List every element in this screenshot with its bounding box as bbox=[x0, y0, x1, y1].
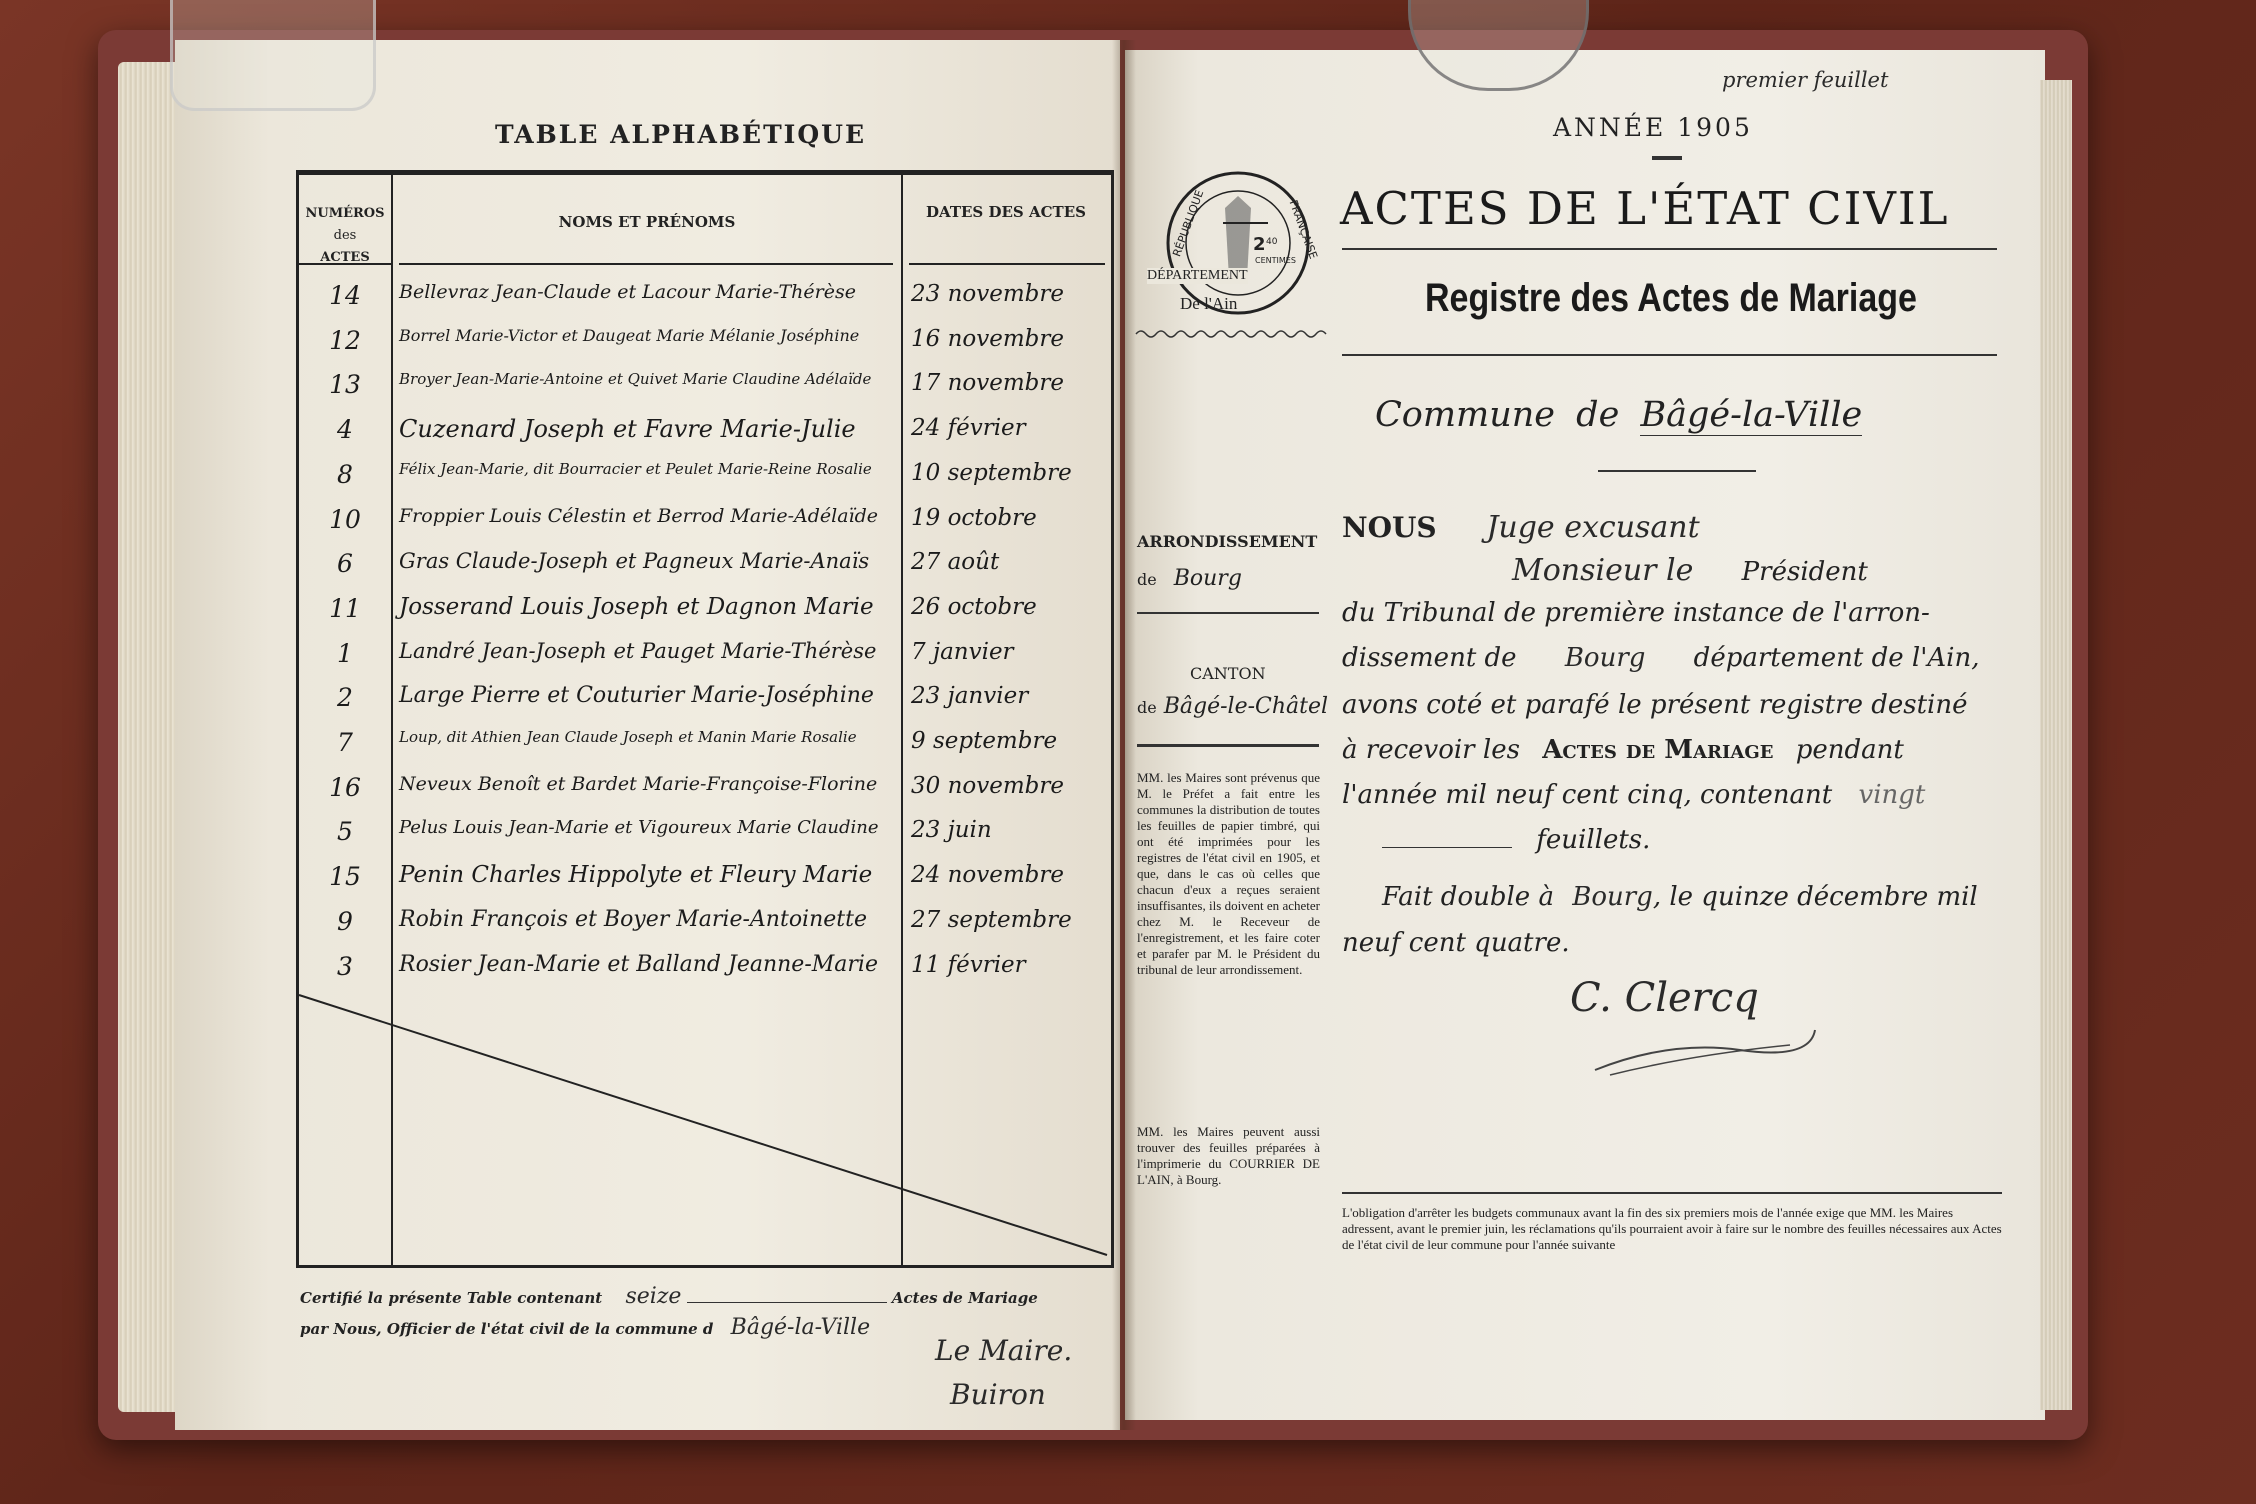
canton-prefix: de bbox=[1137, 698, 1157, 717]
top-note-handwritten: premier feuillet bbox=[1722, 68, 1889, 92]
act-date: 24 novembre bbox=[911, 862, 1064, 889]
act-date: 23 novembre bbox=[911, 281, 1064, 307]
body-text: feuillets. bbox=[1536, 825, 1651, 855]
cert-text: Certifié la présente Table contenant bbox=[300, 1289, 603, 1307]
header-dates: DATES DES ACTES bbox=[926, 203, 1086, 221]
commune-line bbox=[1375, 395, 1862, 435]
canton-line bbox=[1137, 694, 1328, 719]
header-numbers-line: NUMÉROS bbox=[305, 206, 385, 221]
cert-commune-handwritten: Bâgé-la-Ville bbox=[730, 1315, 871, 1340]
act-number: 7 bbox=[337, 728, 353, 757]
act-number: 6 bbox=[337, 549, 353, 579]
spouse-names: Cuzenard Joseph et Favre Marie-Julie bbox=[399, 415, 856, 444]
header-numbers-line: ACTES bbox=[320, 250, 370, 265]
side-rule bbox=[1137, 744, 1319, 747]
body-text: dissement de bbox=[1342, 643, 1517, 673]
subtitle-rule bbox=[1342, 354, 1997, 356]
body-text: pendant bbox=[1795, 735, 1904, 765]
body-line-2: du Tribunal de première instance de l'arron- bbox=[1342, 598, 1930, 628]
ornament-rule bbox=[1598, 470, 1756, 472]
spouse-names: Pelus Louis Jean-Marie et Vigoureux Marie Claudine bbox=[399, 817, 879, 839]
spouse-names: Large Pierre et Couturier Marie-Joséphine bbox=[399, 683, 874, 709]
act-date: 23 janvier bbox=[911, 683, 1029, 710]
body-text: Fait double à bbox=[1382, 882, 1554, 912]
act-number: 15 bbox=[329, 862, 361, 892]
act-date: 27 septembre bbox=[911, 906, 1072, 933]
stamp-department-label: DÉPARTEMENT bbox=[1147, 268, 1248, 283]
closing-diagonal bbox=[299, 175, 1107, 1260]
act-number: 13 bbox=[329, 370, 361, 400]
cert-count-handwritten: seize bbox=[625, 1284, 682, 1309]
magnifier-clip-left bbox=[170, 0, 376, 111]
spouse-names: Borrel Marie-Victor et Daugeat Marie Mélanie Joséphine bbox=[399, 325, 860, 345]
spouse-names: Bellevraz Jean-Claude et Lacour Marie-Thérèse bbox=[399, 281, 856, 303]
side-note-paper: MM. les Maires sont prévenus que M. le Préfet a fait entre les communes la distribution de toutes les feuilles de papier timbré, qui ont été imprimées pour les registres de l'état civil en 1905, et que, dans le cas où celles que chacun d'eux a reçues seraient insuffisantes, ils doivent en acheter chez M. le Receveur de l'enregistrement, et les faire coter et parafer par M. le Président du tribunal de leur arrondissement. bbox=[1137, 770, 1320, 977]
body-line-3 bbox=[1342, 643, 1979, 673]
spouse-names: Loup, dit Athien Jean Claude Joseph et Manin Marie Rosalie bbox=[399, 728, 857, 746]
side-rule bbox=[1137, 612, 1319, 614]
body-line-6 bbox=[1342, 780, 1925, 810]
spouse-names: Penin Charles Hippolyte et Fleury Marie bbox=[399, 862, 873, 889]
act-number: 10 bbox=[329, 504, 361, 534]
act-date: 10 septembre bbox=[911, 459, 1072, 486]
register-subtitle: Registre des Actes de Mariage bbox=[1425, 276, 1917, 320]
stamp-department: De l'Ain bbox=[1180, 294, 1238, 313]
nous-label bbox=[1342, 510, 1700, 545]
body-line-5 bbox=[1342, 735, 1904, 765]
body-caps: Actes de Mariage bbox=[1542, 735, 1774, 765]
arrondissement-prefix: de bbox=[1137, 570, 1157, 589]
spouse-names: Robin François et Boyer Marie-Antoinette bbox=[399, 906, 867, 932]
act-date: 11 février bbox=[911, 951, 1026, 978]
arrondissement-label: ARRONDISSEMENT bbox=[1137, 532, 1318, 551]
body-line-7 bbox=[1342, 825, 1650, 855]
register-year: ANNÉE 1905 bbox=[1553, 113, 1753, 142]
body-text: à recevoir les bbox=[1342, 735, 1520, 765]
spouse-names: Félix Jean-Marie, dit Bourracier et Peulet Marie-Reine Rosalie bbox=[399, 459, 872, 478]
act-date: 7 janvier bbox=[911, 638, 1014, 665]
act-number: 3 bbox=[337, 951, 353, 981]
double-city-handwritten: Bourg bbox=[1572, 882, 1653, 912]
index-table bbox=[296, 170, 1114, 1268]
president-signature: C. Clercq bbox=[1570, 975, 1759, 1021]
spouse-names: Rosier Jean-Marie et Balland Jeanne-Marie bbox=[399, 951, 878, 977]
header-names: NOMS ET PRÉNOMS bbox=[558, 213, 736, 231]
body-line-8 bbox=[1382, 882, 1978, 912]
act-date: 23 juin bbox=[911, 817, 992, 844]
ornament-wave bbox=[1136, 328, 1326, 340]
register-title: ACTES DE L'ÉTAT CIVIL bbox=[1340, 182, 1950, 235]
body-line-4: avons coté et parafé le présent registre destiné bbox=[1342, 690, 1968, 720]
stamp-value: 2 bbox=[1253, 234, 1266, 255]
arrondissement-handwritten: Bourg bbox=[1173, 566, 1242, 591]
body-text: , le quinze décembre mil bbox=[1652, 882, 1978, 912]
certification-line-1 bbox=[300, 1284, 1038, 1309]
commune-prefix: de bbox=[1576, 395, 1620, 435]
act-number: 12 bbox=[329, 325, 361, 355]
body-line-9: neuf cent quatre. bbox=[1342, 928, 1570, 958]
signature-flourish bbox=[1590, 1020, 1820, 1080]
act-number: 11 bbox=[329, 593, 361, 623]
canton-handwritten: Bâgé-le-Châtel bbox=[1163, 694, 1329, 719]
side-note-printer: MM. les Maires peuvent aussi trouver des feuilles préparées à l'imprimerie du COURRIER DE L'AIN, à Bourg. bbox=[1137, 1124, 1320, 1187]
act-number: 8 bbox=[337, 459, 353, 489]
cert-text: Actes de Mariage bbox=[891, 1289, 1038, 1307]
stamp-unit: CENTIMES bbox=[1255, 256, 1296, 265]
footnote-rule bbox=[1342, 1192, 2002, 1194]
act-date: 9 septembre bbox=[911, 728, 1058, 754]
body-text: l'année mil neuf cent cinq, contenant bbox=[1342, 780, 1833, 810]
header-numbers-line: des bbox=[333, 228, 357, 243]
nous-text: NOUS bbox=[1342, 511, 1437, 544]
monsieur-handwritten: Monsieur le bbox=[1512, 553, 1694, 588]
cert-text: par Nous, Officier de l'état civil de la commune d bbox=[300, 1320, 714, 1338]
act-date: 26 octobre bbox=[911, 593, 1037, 620]
spouse-names: Gras Claude-Joseph et Pagneux Marie-Anaïs bbox=[399, 549, 870, 574]
page-stack-right bbox=[2040, 80, 2072, 1410]
mayor-title-handwritten: Le Maire. bbox=[935, 1334, 1073, 1367]
act-number: 9 bbox=[337, 906, 353, 936]
act-date: 24 février bbox=[911, 415, 1026, 442]
act-date: 17 novembre bbox=[911, 370, 1064, 397]
tribunal-city-handwritten: Bourg bbox=[1564, 643, 1646, 673]
act-number: 14 bbox=[329, 281, 361, 310]
body-line-1 bbox=[1342, 553, 1868, 588]
act-date: 30 novembre bbox=[911, 772, 1064, 799]
spouse-names: Froppier Louis Célestin et Berrod Marie-Adélaïde bbox=[399, 504, 879, 527]
spouse-names: Neveux Benoît et Bardet Marie-Françoise-Florine bbox=[399, 772, 878, 795]
commune-handwritten: Bâgé-la-Ville bbox=[1640, 395, 1863, 435]
ornament-dash bbox=[1652, 156, 1682, 160]
act-number: 4 bbox=[337, 415, 353, 445]
spouse-names: Broyer Jean-Marie-Antoine et Quivet Marie Claudine Adélaïde bbox=[399, 370, 872, 389]
act-number: 16 bbox=[329, 772, 361, 802]
spouse-names: Josserand Louis Joseph et Dagnon Marie bbox=[399, 593, 874, 620]
spouse-names: Landré Jean-Joseph et Pauget Marie-Thérèse bbox=[399, 638, 877, 663]
president-text: Président bbox=[1741, 557, 1868, 587]
stamp-ring-left: RÉPUBLIQUE bbox=[1170, 188, 1207, 259]
footnote: L'obligation d'arrêter les budgets communaux avant la fin des six premiers mois de l'année exige que MM. les Maires adressent, avant le premier juin, les réclamations qu'ils pourraient avoir à faire sur le nombre des feuilles nécessaires aux Actes de l'état civil de leur commune pour l'année suivante bbox=[1342, 1205, 2002, 1252]
act-number: 1 bbox=[337, 638, 353, 668]
act-number: 5 bbox=[337, 817, 353, 847]
body-text: département de l'Ain, bbox=[1693, 643, 1980, 673]
act-date: 19 octobre bbox=[911, 504, 1037, 531]
canton-label: CANTON bbox=[1190, 664, 1266, 683]
arrondissement-line bbox=[1137, 566, 1242, 591]
commune-label: Commune bbox=[1375, 395, 1556, 435]
stamp-ring-right: FRANÇAISE bbox=[1286, 198, 1320, 261]
mayor-signature: Buiron bbox=[950, 1378, 1046, 1411]
juge-handwritten: Juge excusant bbox=[1486, 510, 1700, 545]
index-title: TABLE ALPHABÉTIQUE bbox=[495, 120, 867, 149]
certification-line-2 bbox=[300, 1315, 870, 1340]
book-gutter bbox=[1112, 40, 1136, 1430]
title-rule bbox=[1342, 248, 1997, 250]
page-count-handwritten: vingt bbox=[1858, 780, 1926, 810]
stamp-value-fraction: 40 bbox=[1266, 237, 1278, 247]
act-number: 2 bbox=[337, 683, 353, 713]
act-date: 16 novembre bbox=[911, 325, 1064, 352]
act-date: 27 août bbox=[911, 549, 1000, 576]
